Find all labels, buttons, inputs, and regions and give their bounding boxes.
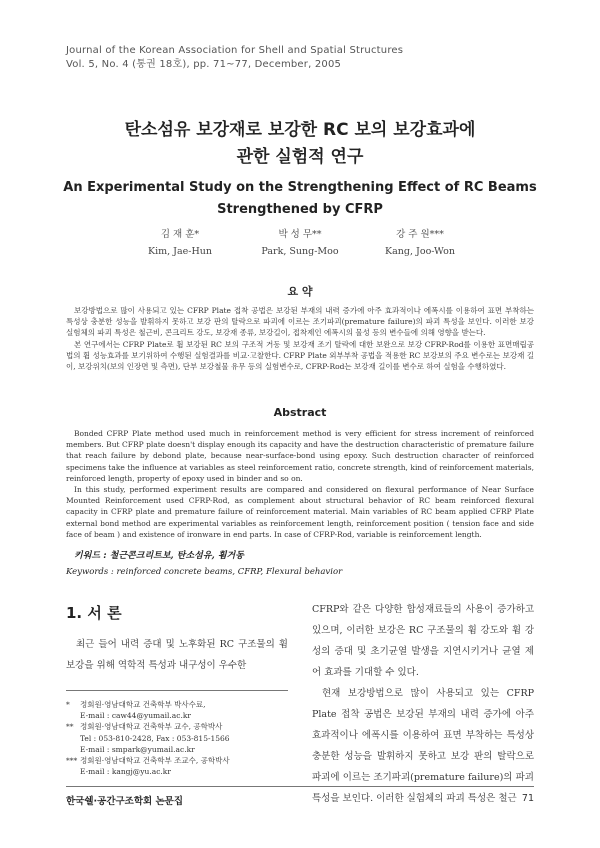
title-english-line1: An Experimental Study on the Strengthening Effect of RC Beams (63, 180, 537, 195)
affiliation-line: 정회원·영남대학교 건축학부 조교수, 공학박사 (80, 756, 230, 766)
body-right-column (312, 599, 534, 809)
author-list (120, 226, 480, 260)
affiliation-mark: *** (66, 756, 78, 766)
affiliation-line: E-mail : kangj@yu.ac.kr (80, 767, 171, 777)
author-affiliations (66, 699, 290, 777)
footnote-divider (66, 690, 288, 691)
footer-journal-name: 한국쉘·공간구조학회 논문집 (66, 796, 184, 807)
author-name-english: Kang, Joo-Won (385, 246, 455, 257)
keywords-english: Keywords : reinforced concrete beams, CFRP, Flexural behavior (66, 567, 343, 577)
affiliation-mark: * (66, 700, 70, 709)
body-left-column (66, 634, 288, 676)
affiliation-entry (66, 699, 290, 721)
english-abstract-paragraph: Bonded CFRP Plate method used much in reinforcement method is very efficient for stress increment of reinforced members. But CFRP plate doesn't display enough its capacity and have the destruction characteristic of premature failure that reach failure by debond plate, because near-surface-bond using epoxy. Such destruction character of reinforced specimens take the influence at variables as steel reinforcement ratio, concrete strength, kind of reinforcement materials, reinforced length, property of epoxy used in binder and so on. (66, 429, 534, 483)
journal-volume: Vol. 5, No. 4 (통권 18호), pp. 71~77, December, 2005 (66, 59, 342, 70)
affiliation-line: Tel : 053-810-2428, Fax : 053-815-1566 (80, 733, 230, 743)
journal-header (66, 44, 403, 72)
title-korean (0, 117, 600, 171)
affiliation-entry (66, 721, 290, 755)
korean-abstract-paragraph: 보강방법으로 많이 사용되고 있는 CFRP Plate 접착 공법은 보강된 부재의 내력 증가에 아주 효과적이나 에폭시를 이용하여 표면 부착하는 특성상 충분한 성능을 발휘하지 못하고 보강 판의 탈락으로 파괴에 이르는 조기파괴(premature failure)의 파괴 특성을 보인다. 이러한 보강 실험체의 파괴 특성은 철근비, 콘크리트 강도, 보강재 종류, 보강길이, 접착제인 에폭시의 물성 등의 변수들에 의해 영향을 받는다. (66, 306, 534, 338)
affiliation-line: E-mail : caw44@yumail.ac.kr (80, 711, 191, 721)
affiliation-entry (66, 755, 290, 777)
korean-abstract-paragraph: 본 연구에서는 CFRP Plate로 휨 보강된 RC 보의 구조적 거동 및 보강재 조기 탈락에 대한 보완으로 보강 CFRP-Rod를 이용한 표면매립공법의 휨 성능효과를 보기위하여 수행된 실험결과를 비교·고찰한다. CFRP Plate 외부부착 공법을 적용한 RC 보강보의 주요 변수로는 보강재 길이, 보강위치(보의 인장면 및 측면), 단부 보강철물 유무 등의 실험변수로, CFRP-Rod는 보강재 길이를 변수로 하여 실험을 수행하였다. (66, 339, 534, 372)
affiliation-line: 정회원·영남대학교 건축학부 교수, 공학박사 (80, 722, 223, 732)
author-name-english: Kim, Jae-Hun (147, 246, 212, 257)
footer-divider (66, 786, 534, 787)
affiliation-line: 정회원·영남대학교 건축학부 박사수료, (80, 700, 206, 709)
english-abstract (66, 428, 534, 540)
author-name-english: Park, Sung-Moo (261, 246, 339, 257)
author (240, 226, 360, 260)
title-english (0, 177, 600, 221)
author-name-korean: 강 주 원*** (396, 229, 444, 240)
body-paragraph: CFRP와 같은 다양한 합성재료들의 사용이 증가하고 있으며, 이러한 보강은 RC 구조물의 휨 강도와 휨 강성의 증대 및 초기균열 발생을 지연시키거나 균열 제어 효과를 기대할 수 있다. (312, 604, 534, 678)
keywords-korean: 키워드 : 철근콘크리트보, 탄소섬유, 휨거동 (74, 551, 244, 561)
author-name-korean: 김 재 훈* (160, 229, 200, 240)
journal-name: Journal of the Korean Association for Shell and Spatial Structures (66, 45, 404, 56)
english-abstract-paragraph: In this study, performed experiment results are compared and considered on flexural performance of Near Surface Mounted Reinforcement used CFRP-Rod, as complement about structural behavior of RC beam reinforced flexural capacity in CFRP plate and premature failure of reinforcement material. Main variables of RC beam applied CFRP Plate external bond method are experimental variables as reinforcement length, reinforcement position ( tension face and side face of beam ) and existence of ironware in end parts. In case of CFRP-Rod, variable is reinforcement length. (66, 485, 534, 539)
author (360, 226, 480, 260)
abstract-heading: Abstract (273, 406, 327, 419)
section-heading: 1. 서 론 (66, 604, 122, 622)
title-english-line2: Strengthened by CFRP (217, 202, 383, 217)
body-paragraph: 현재 보강방법으로 많이 사용되고 있는 CFRP Plate 접착 공법은 보강된 부재의 내력 증가에 아주 효과적이나 에폭시를 이용하여 표면 부착하는 특성상 충분한 성능을 발휘하지 못하고 보강 판의 탈락으로 파괴에 이르는 조기파괴(premature failure)의 파괴특성을 보인다. 이러한 실험체의 파괴 특성은 철근 (312, 688, 534, 804)
affiliation-line: E-mail : smpark@yumail.ac.kr (80, 744, 195, 754)
page-number: 71 (521, 793, 534, 804)
author (120, 226, 240, 260)
body-paragraph: 최근 들어 내력 증대 및 노후화된 RC 구조물의 휨 보강을 위해 역학적 특성과 내구성이 우수한 (66, 639, 288, 671)
author-name-korean: 박 성 무** (278, 229, 322, 240)
title-korean-line1: 탄소섬유 보강재로 보강한 RC 보의 보강효과에 (124, 120, 476, 140)
korean-abstract-heading: 요 약 (287, 285, 313, 298)
title-korean-line2: 관한 실험적 연구 (236, 147, 364, 167)
korean-abstract (66, 305, 534, 372)
affiliation-mark: ** (66, 722, 74, 732)
